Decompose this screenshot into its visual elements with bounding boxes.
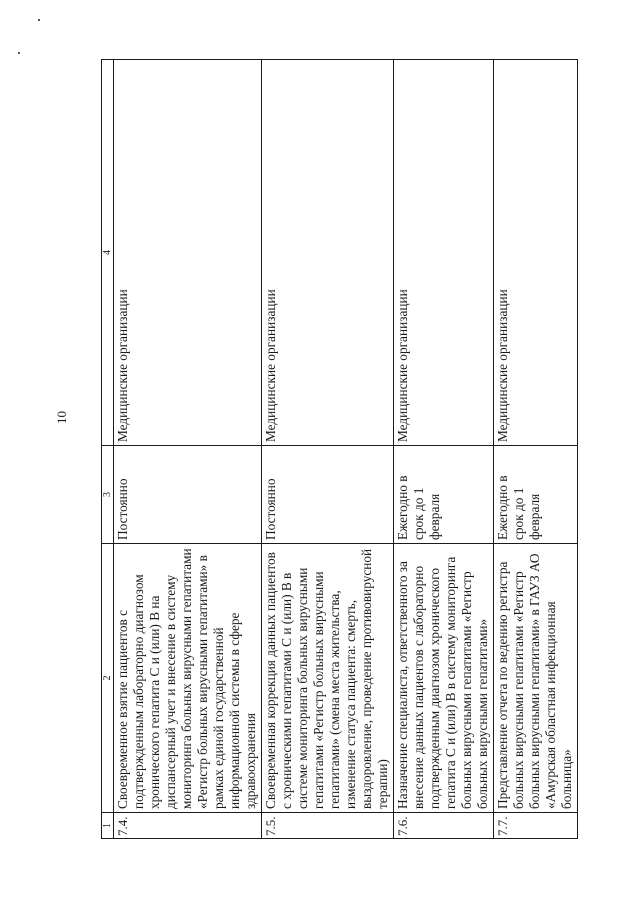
row-action: Назначение специалиста, ответственного за внесение данных пациентов с лабораторно подтвержденным диагнозом хронического гепатита С и (или) В в систему мониторинга больных вирусными гепатитами «Регистр больных вирусными гепатитами» bbox=[394, 544, 494, 813]
table-row bbox=[114, 60, 262, 839]
rotated-table-wrapper bbox=[101, 60, 574, 839]
row-responsible: Медицинские организации bbox=[114, 60, 262, 446]
page-number: 10 bbox=[54, 411, 69, 424]
row-deadline: Ежегодно в срок до 1 февраля bbox=[494, 446, 578, 544]
row-deadline: Постоянно bbox=[262, 446, 394, 544]
row-action: Представление отчета по ведению регистра больных вирусными гепатитами «Регистр больных вирусными гепатитами» в ГАУЗ АО «Амурская областная инфекционная больница» bbox=[494, 544, 578, 813]
table-row bbox=[262, 60, 394, 839]
row-responsible: Медицинские организации bbox=[394, 60, 494, 446]
scan-speck bbox=[18, 52, 20, 54]
row-action: Своевременная коррекция данных пациентов с хроническими гепатитами С и (или) В в системе мониторинга больных вирусными гепатитами «Регистр больных вирусными гепатитами» (смена места жительства, изменение статуса пациента: смерть, выздоровление, проведение противовирусной терапии) bbox=[262, 544, 394, 813]
header-cell-1: 1 bbox=[102, 813, 114, 839]
row-number: 7.6. bbox=[394, 813, 494, 839]
row-responsible: Медицинские организации bbox=[494, 60, 578, 446]
scan-speck bbox=[38, 19, 40, 21]
header-cell-3: 3 bbox=[102, 446, 114, 544]
header-cell-2: 2 bbox=[102, 544, 114, 813]
table-header-row bbox=[102, 60, 114, 839]
row-responsible: Медицинские организации bbox=[262, 60, 394, 446]
row-deadline: Постоянно bbox=[114, 446, 262, 544]
table-row bbox=[494, 60, 578, 839]
measures-table bbox=[101, 59, 578, 839]
row-action: Своевременное взятие пациентов с подтвержденным лабораторно диагнозом хронического гепатита С и (или) В на диспансерный учет и внесение в систему мониторинга больных вирусными гепатитами «Регистр больных вирусными гепатитами» в рамках единой государственной информационной системы в сфере здравоохранения bbox=[114, 544, 262, 813]
row-deadline: Ежегодно в срок до 1 февраля bbox=[394, 446, 494, 544]
row-number: 7.4. bbox=[114, 813, 262, 839]
header-cell-4: 4 bbox=[102, 60, 114, 446]
row-number: 7.7. bbox=[494, 813, 578, 839]
table-row bbox=[394, 60, 494, 839]
row-number: 7.5. bbox=[262, 813, 394, 839]
